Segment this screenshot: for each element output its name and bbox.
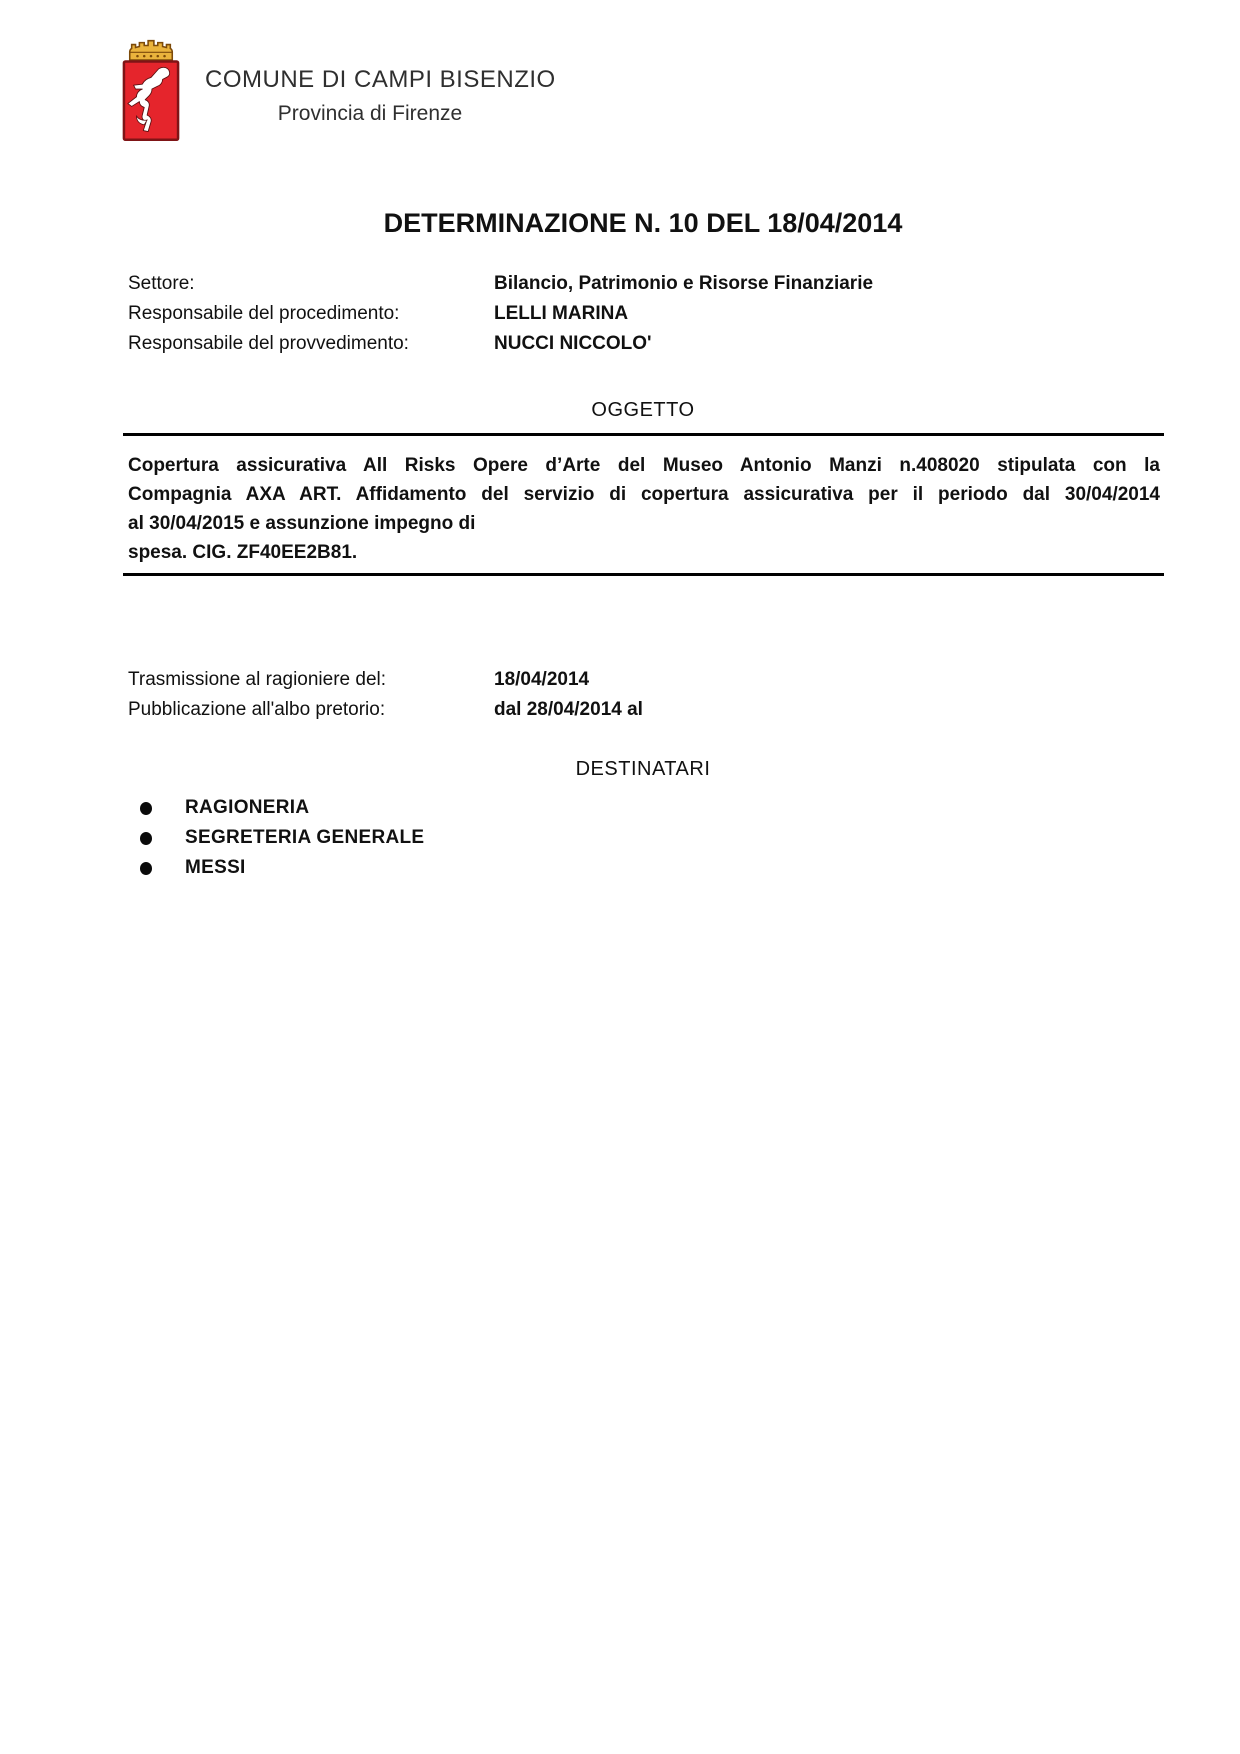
- field-value: NUCCI NICCOLO': [494, 333, 652, 354]
- destinatari-list: [140, 793, 424, 883]
- field-label: Trasmissione al ragioniere del:: [128, 669, 387, 690]
- field-value: Bilancio, Patrimonio e Risorse Finanziarie: [494, 273, 874, 294]
- transmission-row: [128, 665, 1160, 695]
- destinatario-label: SEGRETERIA GENERALE: [185, 827, 425, 848]
- org-block: [205, 66, 556, 126]
- oggetto-line: Compagnia AXA ART. Affidamento del servizio di copertura assicurativa per il periodo dal 30/04/2014: [128, 484, 1160, 505]
- oggetto-text: [128, 451, 1160, 567]
- municipal-crest-icon: [122, 38, 180, 142]
- field-label: Settore:: [128, 273, 195, 294]
- list-item: [140, 823, 424, 853]
- field-label: Responsabile del procedimento:: [128, 303, 400, 324]
- field-label: Responsabile del provvedimento:: [128, 333, 409, 354]
- field-value: 18/04/2014: [494, 669, 590, 690]
- bullet-icon: [140, 802, 152, 815]
- divider-bottom: [123, 573, 1164, 576]
- field-label: Pubblicazione all'albo pretorio:: [128, 699, 386, 720]
- field-row-resp-provvedimento: [128, 329, 1160, 359]
- field-value: LELLI MARINA: [494, 303, 629, 324]
- oggetto-heading: OGGETTO: [591, 399, 695, 421]
- field-row-resp-procedimento: [128, 299, 1160, 329]
- destinatario-label: MESSI: [185, 857, 246, 878]
- destinatario-label: RAGIONERIA: [185, 797, 310, 818]
- fields-block: [128, 269, 1160, 359]
- list-item: [140, 793, 424, 823]
- oggetto-line: Copertura assicurativa All Risks Opere d’Arte del Museo Antonio Manzi n.408020 stipulata con la: [128, 455, 1160, 476]
- field-value: dal 28/04/2014 al: [494, 699, 643, 720]
- document-title: DETERMINAZIONE N. 10 DEL 18/04/2014: [383, 208, 903, 238]
- org-subtitle: Provincia di Firenze: [277, 102, 463, 125]
- org-name: COMUNE DI CAMPI BISENZIO: [205, 66, 556, 93]
- bullet-icon: [140, 832, 152, 845]
- oggetto-line: al 30/04/2015 e assunzione impegno di: [128, 513, 476, 534]
- divider-top: [123, 433, 1164, 436]
- transmission-block: [128, 665, 1160, 725]
- list-item: [140, 853, 424, 883]
- bullet-icon: [140, 862, 152, 875]
- field-row-settore: [128, 269, 1160, 299]
- publication-row: [128, 695, 1160, 725]
- destinatari-heading: DESTINATARI: [575, 758, 711, 780]
- oggetto-line: spesa. CIG. ZF40EE2B81.: [128, 542, 358, 563]
